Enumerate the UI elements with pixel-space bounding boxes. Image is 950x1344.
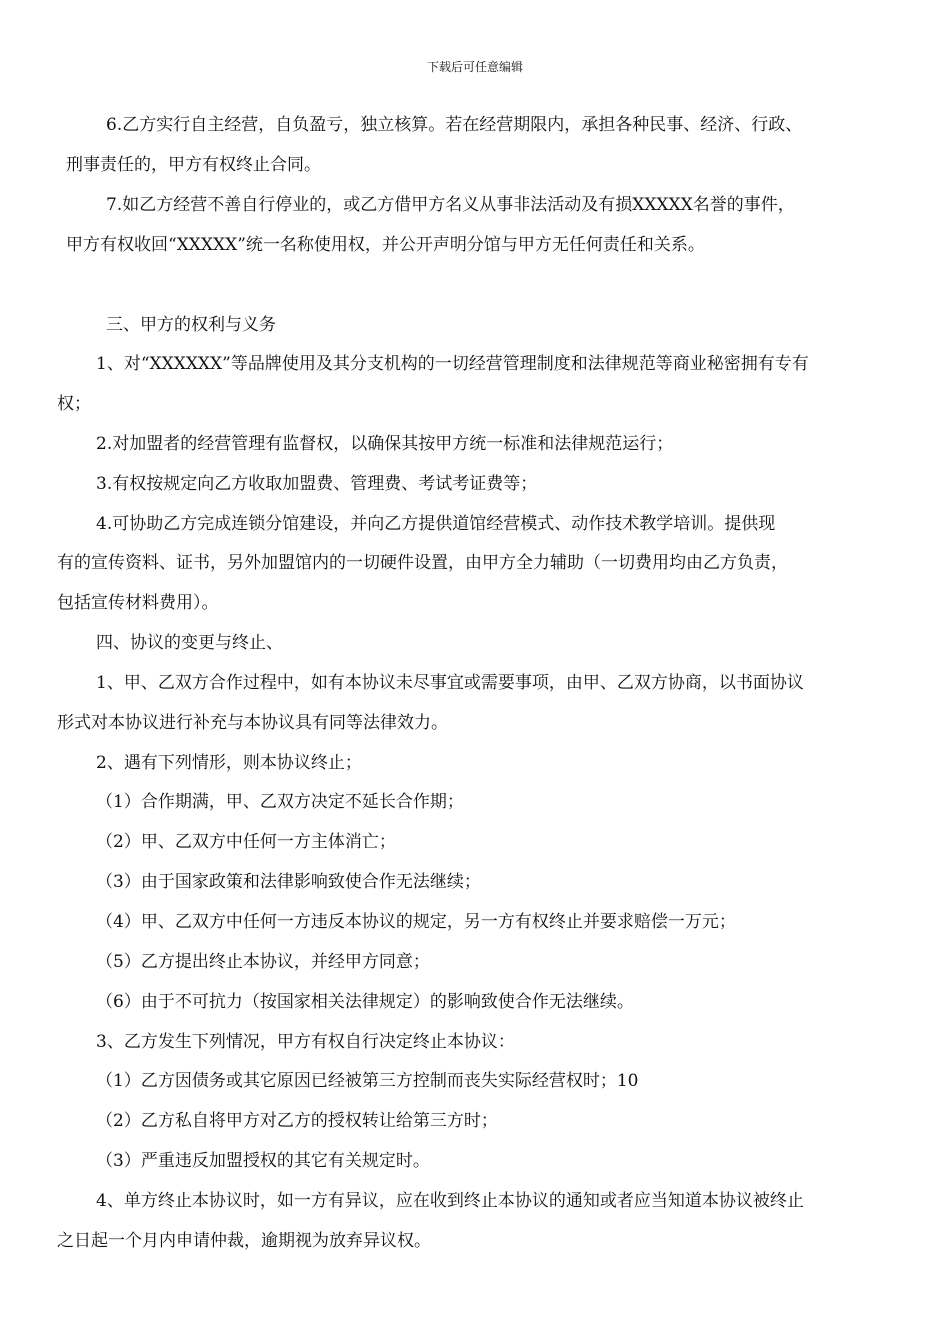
section-heading: 四、协议的变更与终止、 bbox=[96, 633, 283, 653]
paragraph-line: 4.可协助乙方完成连锁分馆建设，并向乙方提供道馆经营模式、动作技术教学培训。提供现 bbox=[96, 514, 776, 534]
section-heading: 三、甲方的权利与义务 bbox=[106, 315, 276, 335]
paragraph-line: 2、遇有下列情形，则本协议终止； bbox=[96, 753, 362, 773]
list-item: （2）乙方私自将甲方对乙方的授权转让给第三方时； bbox=[96, 1111, 498, 1131]
paragraph-line: 4、单方终止本协议时，如一方有异议，应在收到终止本协议的通知或者应当知道本协议被终止 bbox=[96, 1191, 804, 1211]
paragraph-line: 包括宣传材料费用）。 bbox=[57, 593, 219, 613]
list-item: （3）严重违反加盟授权的其它有关规定时。 bbox=[96, 1151, 430, 1171]
paragraph-line: 7.如乙方经营不善自行停业的，或乙方借甲方名义从事非法活动及有损XXXXX名誉的事件， bbox=[106, 195, 795, 215]
list-item: （6）由于不可抗力（按国家相关法律规定）的影响致使合作无法继续。 bbox=[96, 992, 634, 1012]
paragraph-line: 2.对加盟者的经营管理有监督权，以确保其按甲方统一标准和法律规范运行； bbox=[96, 434, 674, 454]
list-item: （1）乙方因债务或其它原因已经被第三方控制而丧失实际经营权时；10 bbox=[96, 1071, 639, 1091]
list-item: （1）合作期满，甲、乙双方决定不延长合作期； bbox=[96, 792, 464, 812]
paragraph-line: 1、对“XXXXXX”等品牌使用及其分支机构的一切经营管理制度和法律规范等商业秘密拥有专有 bbox=[96, 354, 809, 374]
paragraph-line: 甲方有权收回“XXXXX”统一名称使用权，并公开声明分馆与甲方无任何责任和关系。 bbox=[66, 235, 705, 255]
list-item: （5）乙方提出终止本协议，并经甲方同意； bbox=[96, 952, 430, 972]
paragraph-line: 之日起一个月内申请仲裁，逾期视为放弃异议权。 bbox=[57, 1231, 431, 1251]
paragraph-line: 刑事责任的，甲方有权终止合同。 bbox=[66, 155, 321, 175]
paragraph-line: 有的宣传资料、证书，另外加盟馆内的一切硬件设置，由甲方全力辅助（一切费用均由乙方负责， bbox=[57, 553, 788, 573]
list-item: （3）由于国家政策和法律影响致使合作无法继续； bbox=[96, 872, 481, 892]
paragraph-line: 3.有权按规定向乙方收取加盟费、管理费、考试考证费等； bbox=[96, 474, 538, 494]
list-item: （4）甲、乙双方中任何一方违反本协议的规定，另一方有权终止并要求赔偿一万元； bbox=[96, 912, 736, 932]
paragraph-line: 3、乙方发生下列情况，甲方有权自行决定终止本协议： bbox=[96, 1032, 515, 1052]
paragraph-line: 1、甲、乙双方合作过程中，如有本协议未尽事宜或需要事项，由甲、乙双方协商，以书面协议 bbox=[96, 673, 804, 693]
paragraph-line: 6.乙方实行自主经营，自负盈亏，独立核算。若在经营期限内，承担各种民事、经济、行政、 bbox=[106, 115, 803, 135]
page-header: 下载后可任意编辑 bbox=[426, 60, 523, 74]
list-item: （2）甲、乙双方中任何一方主体消亡； bbox=[96, 832, 396, 852]
paragraph-line: 权； bbox=[57, 394, 91, 414]
paragraph-line: 形式对本协议进行补充与本协议具有同等法律效力。 bbox=[57, 713, 448, 733]
